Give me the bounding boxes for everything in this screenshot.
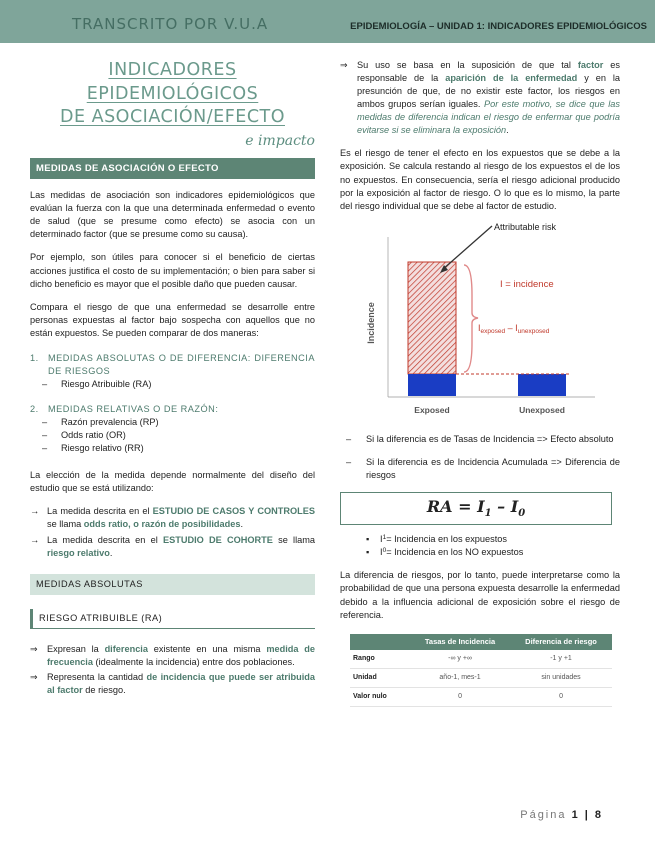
- header-author: TRANSCRITO POR V.U.A: [72, 15, 269, 33]
- numbered-heading-relativas: 2. MEDIDAS RELATIVAS O DE RAZÓN:: [30, 404, 219, 415]
- right-column: [340, 43, 620, 707]
- header-course: EPIDEMIOLOGÍA – UNIDAD 1: INDICADORES EPIDEMIOLÓGICOS: [350, 21, 647, 32]
- list-item: – Razón prevalencia (RP): [42, 417, 159, 428]
- page-title-line1: INDICADORES EPIDEMIOLÓGICOS: [86, 60, 259, 104]
- double-arrow-icon: ⇒: [340, 60, 348, 70]
- table-row: Valor nulo 0 0: [350, 688, 612, 707]
- arrow-item-suposicion: ⇒ Su uso se basa en la suposición de que tal factor es responsable de la aparición de la enfermedad y en la presunción de que, de no existir este factor, los riesgos en ambos grupos serían iguales. Por este motivo, se dice que las medidas de diferencia indican el riesgo de enfermar que podría evitarse si se eliminara la exposición.: [340, 59, 620, 137]
- paragraph-example: Por ejemplo, son útiles para conocer si el beneficio de ciertas acciones justifica el costo de su implementación; o bien para saber si dicho beneficio es mayor que el posible daño que pueden causar.: [30, 252, 315, 289]
- list-absolutas: [42, 378, 315, 391]
- x-label-unexposed: Unexposed: [519, 404, 565, 415]
- list-item: ▪ I 1 = Incidencia en los expuestos: [366, 534, 507, 545]
- dash-item-incidencia: – Si la diferencia es de Incidencia Acumulada => Diferencia de riesgos: [346, 456, 620, 480]
- dash-item-tasas: – Si la diferencia es de Tasas de Incidencia => Efecto absoluto: [346, 433, 614, 444]
- exposed-base-bar: [408, 374, 456, 396]
- formula-legend-list: [340, 533, 620, 559]
- section-heading-absolutas: MEDIDAS ABSOLUTAS: [30, 574, 315, 595]
- arrow-item-representa: ⇒ Representa la cantidad de incidencia que puede ser atribuida al factor de riesgo.: [30, 671, 315, 697]
- incidence-legend: I = incidence: [500, 278, 554, 290]
- arrow-icon: →: [30, 506, 40, 517]
- arrow-line: [442, 226, 492, 270]
- paragraph-definition: Las medidas de asociación son indicadores epidemiológicos que evalúan la fuerza con la que una determinada enfermedad o evento de salud (que se presume como efecto) se asocia con un determinado factor (que se presume como su causa).: [30, 190, 315, 240]
- table-row: Unidad año-1, mes-1 sin unidades: [350, 669, 612, 688]
- page-title-line2: DE ASOCIACIÓN/EFECTO: [60, 107, 285, 128]
- y-axis-label: Incidence: [366, 301, 376, 344]
- difference-brace: [464, 265, 478, 372]
- page-footer: Página 1 | 8: [520, 809, 603, 821]
- unexposed-bar: [518, 374, 566, 396]
- double-arrow-icon: ⇒: [30, 671, 38, 682]
- list-item: – Riesgo relativo (RR): [42, 443, 144, 454]
- paragraph-choice: La elección de la medida depende normalmente del diseño del estudio que se está utilizando:: [30, 470, 315, 494]
- title-block: [30, 59, 315, 130]
- x-label-exposed: Exposed: [414, 404, 450, 415]
- table-row: Rango -∞ y +∞ -1 y +1: [350, 650, 612, 668]
- numbered-heading-absolutas: 1. MEDIDAS ABSOLUTAS O DE DIFERENCIA: DIFERENCIA DE RIESGOS: [30, 352, 315, 376]
- difference-formula-label: $I_{exposed} - I_{unexposed}$: [478, 322, 550, 335]
- arrow-item-casos-controles: → La medida descrita en el ESTUDIO DE CASOS Y CONTROLES se llama odds ratio, o razón de posibilidades.: [30, 505, 315, 531]
- double-arrow-icon: ⇒: [30, 643, 38, 654]
- paragraph-ra-definition: Es el riesgo de tener el efecto en los expuestos que se debe a la exposición. Se calcula restando al riesgo de los expuestos el de los no expuestos. En consecuencia, sería el riesgo adicional producido por la exposición al factor de riesgo. O lo que es lo mismo, la parte del riesgo individual que se debe al factor de estudio.: [340, 148, 620, 211]
- paragraph-compare: Compara el riesgo de que una enfermedad se desarrolle entre personas expuestas al factor bajo sospecha con aquellos que no están expuestos. Se pueden comparar de dos maneras:: [30, 301, 315, 338]
- list-item: – Odds ratio (OR): [42, 430, 126, 441]
- exposed-hatched-bar: [408, 262, 456, 374]
- left-column: [30, 43, 315, 697]
- section-heading-riesgo-atribuible: RIESGO ATRIBUIBLE (RA): [30, 609, 315, 629]
- attributable-risk-label: Attributable risk: [494, 221, 557, 232]
- page-subtitle: e impacto: [245, 132, 315, 149]
- list-relativas: [42, 416, 315, 455]
- arrow-item-cohorte: → La medida descrita en el ESTUDIO DE COHORTE se llama riesgo relativo.: [30, 534, 315, 560]
- list-item: ▪ I 0 = Incidencia en los NO expuestos: [366, 547, 524, 558]
- arrow-icon: →: [30, 534, 40, 545]
- section-heading-associacion: MEDIDAS DE ASOCIACIÓN O EFECTO: [30, 158, 315, 179]
- attributable-risk-figure: [360, 217, 600, 427]
- paragraph-interpretation: La diferencia de riesgos, por lo tanto, puede interpretarse como la probabilidad de que una persona expuesta desarrolle la enfermedad debido a la influencia adicional de exposición sobre el riesgo de referencia.: [340, 570, 620, 620]
- list-item: – Riesgo Atribuible (RA): [42, 378, 152, 389]
- header-bar: [0, 0, 655, 43]
- table-header-row: Tasas de Incidencia Diferencia de riesgo: [350, 634, 612, 651]
- comparison-table: [350, 634, 612, 707]
- arrow-item-expresan: ⇒ Expresan la diferencia existente en una misma medida de frecuencia (idealmente la incidencia) entre dos poblaciones.: [30, 643, 315, 669]
- formula-box: RA = $I_1 - I_0$: [340, 492, 612, 525]
